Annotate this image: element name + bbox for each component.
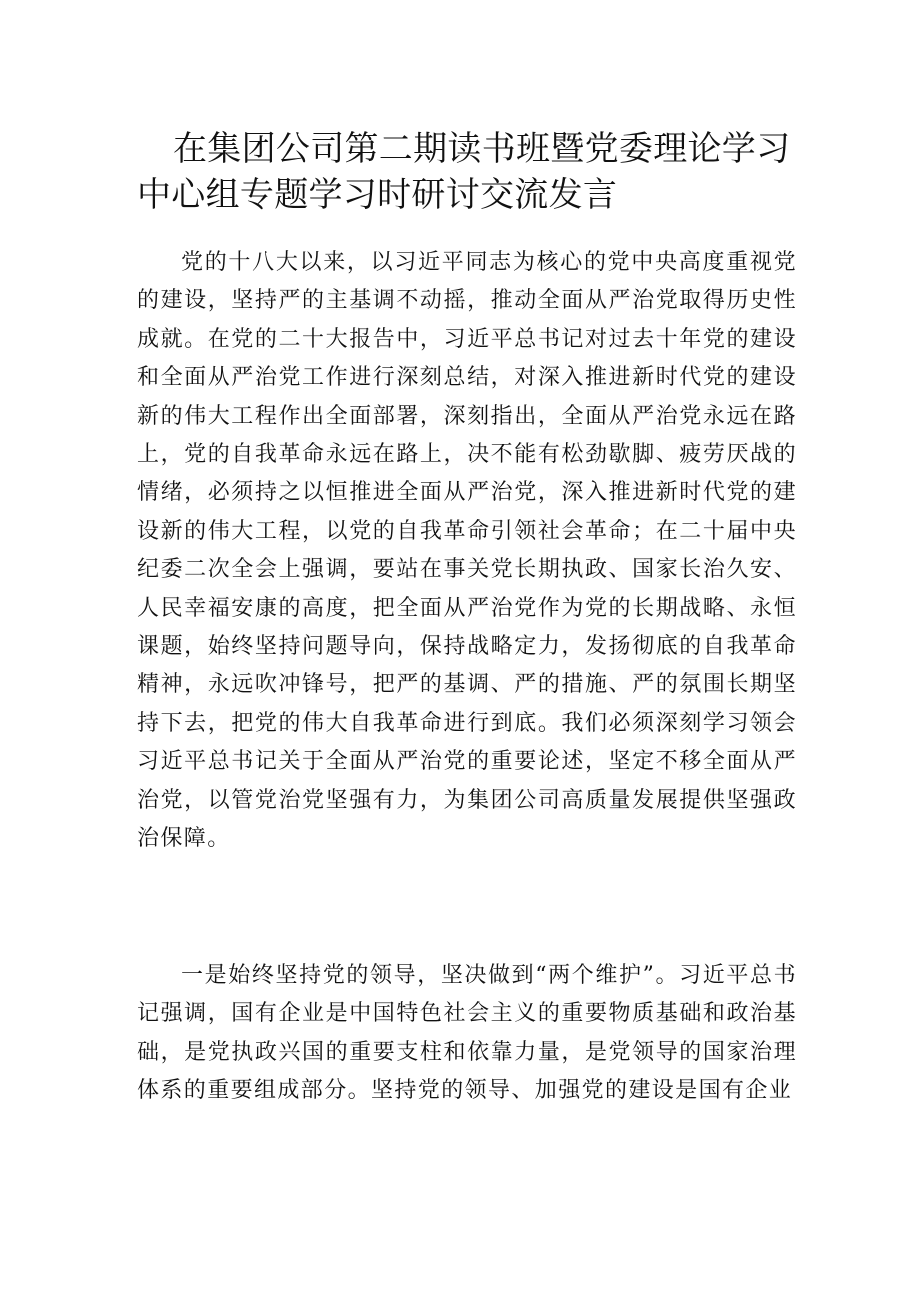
body-paragraph-1: 党的十八大以来，以习近平同志为核心的党中央高度重视党的建设，坚持严的主基调不动摇，推动全面从严治党取得历史性成就。在党的二十大报告中，习近平总书记对过去十年党的建设和全面从严治党工作进行深刻总结，对深入推进新时代党的建设新的伟大工程作出全面部署，深刻指出，全面从严治党永远在路上，党的自我革命永远在路上，决不能有松劲歇脚、疲劳厌战的情绪，必须持之以恒推进全面从严治党，深入推进新时代党的建设新的伟大工程，以党的自我革命引领社会革命；在二十届中央纪委二次全会上强调，要站在事关党长期执政、国家长治久安、人民幸福安康的高度，把全面从严治党作为党的长期战略、永恒课题，始终坚持问题导向，保持战略定力，发扬彻底的自我革命精神，永远吹冲锋号，把严的基调、严的措施、严的氛围长期坚持下去，把党的伟大自我革命进行到底。我们必须深刻学习领会习近平总书记关于全面从严治党的重要论述，坚定不移全面从严治党，以管党治党坚强有力，为集团公司高质量发展提供坚强政治保障。: [137, 250, 797, 852]
body-paragraph-2: 一是始终坚持党的领导，坚决做到“两个维护”。习近平总书记强调，国有企业是中国特色社会主义的重要物质基础和政治基础，是党执政兴国的重要支柱和依靠力量，是党领导的国家治理体系的重要组成部分。坚持党的领导、加强党的建设是国有企业: [137, 963, 797, 1104]
document-title: 在集团公司第二期读书班暨党委理论学习中心组专题学习时研讨交流发言: [137, 129, 791, 215]
